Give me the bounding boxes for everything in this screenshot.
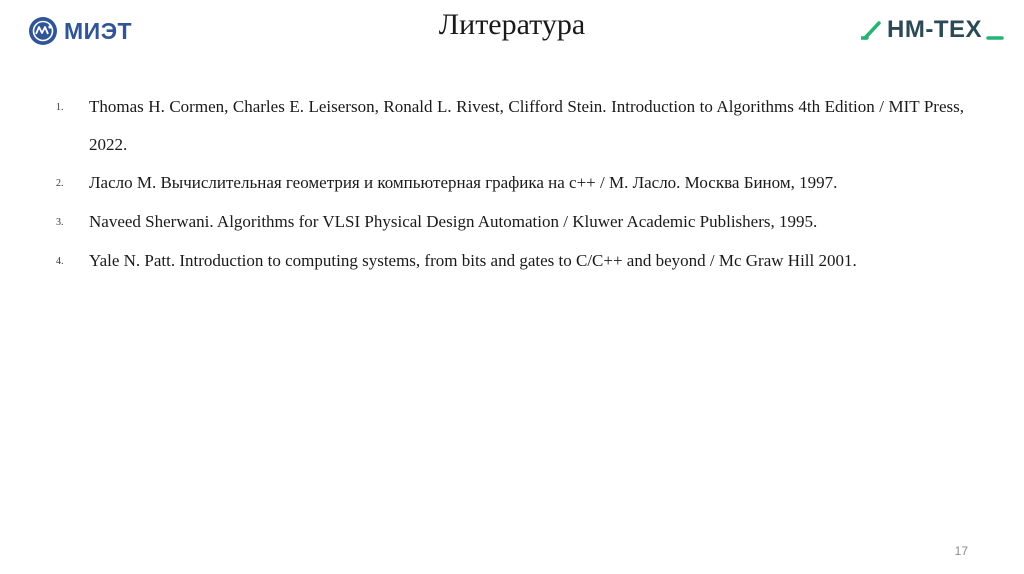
miet-logo-text: МИЭТ bbox=[64, 17, 133, 44]
reference-number: 3. bbox=[56, 217, 64, 228]
nmtex-logo-text: НМ-ТЕХ bbox=[887, 16, 982, 43]
reference-number: 1. bbox=[56, 102, 64, 113]
reference-list bbox=[56, 88, 964, 281]
slash-mark-icon bbox=[861, 19, 883, 41]
reference-number: 2. bbox=[56, 178, 64, 189]
underscore-mark-icon bbox=[986, 19, 1004, 41]
reference-text: Thomas H. Cormen, Charles E. Leiserson, Ronald L. Rivest, Clifford Stein. Introduction to Algorithms 4th Edition / MIT Press, 2022. bbox=[89, 97, 964, 154]
nmtex-logo bbox=[861, 16, 1004, 44]
reference-text: Ласло М. Вычислительная геометрия и компьютерная графика на с++ / М. Ласло. Москва Бином, 1997. bbox=[89, 173, 838, 192]
reference-item bbox=[56, 88, 964, 164]
page-title: Литература bbox=[438, 8, 586, 41]
reference-text: Yale N. Patt. Introduction to computing systems, from bits and gates to C/C++ and beyond / Mc Graw Hill 2001. bbox=[89, 251, 857, 270]
page-number: 17 bbox=[954, 544, 968, 558]
reference-item bbox=[56, 203, 964, 242]
reference-text: Naveed Sherwani. Algorithms for VLSI Physical Design Automation / Kluwer Academic Publishers, 1995. bbox=[89, 212, 818, 231]
reference-item bbox=[56, 164, 964, 203]
reference-number: 4. bbox=[56, 256, 64, 267]
reference-item bbox=[56, 242, 964, 281]
